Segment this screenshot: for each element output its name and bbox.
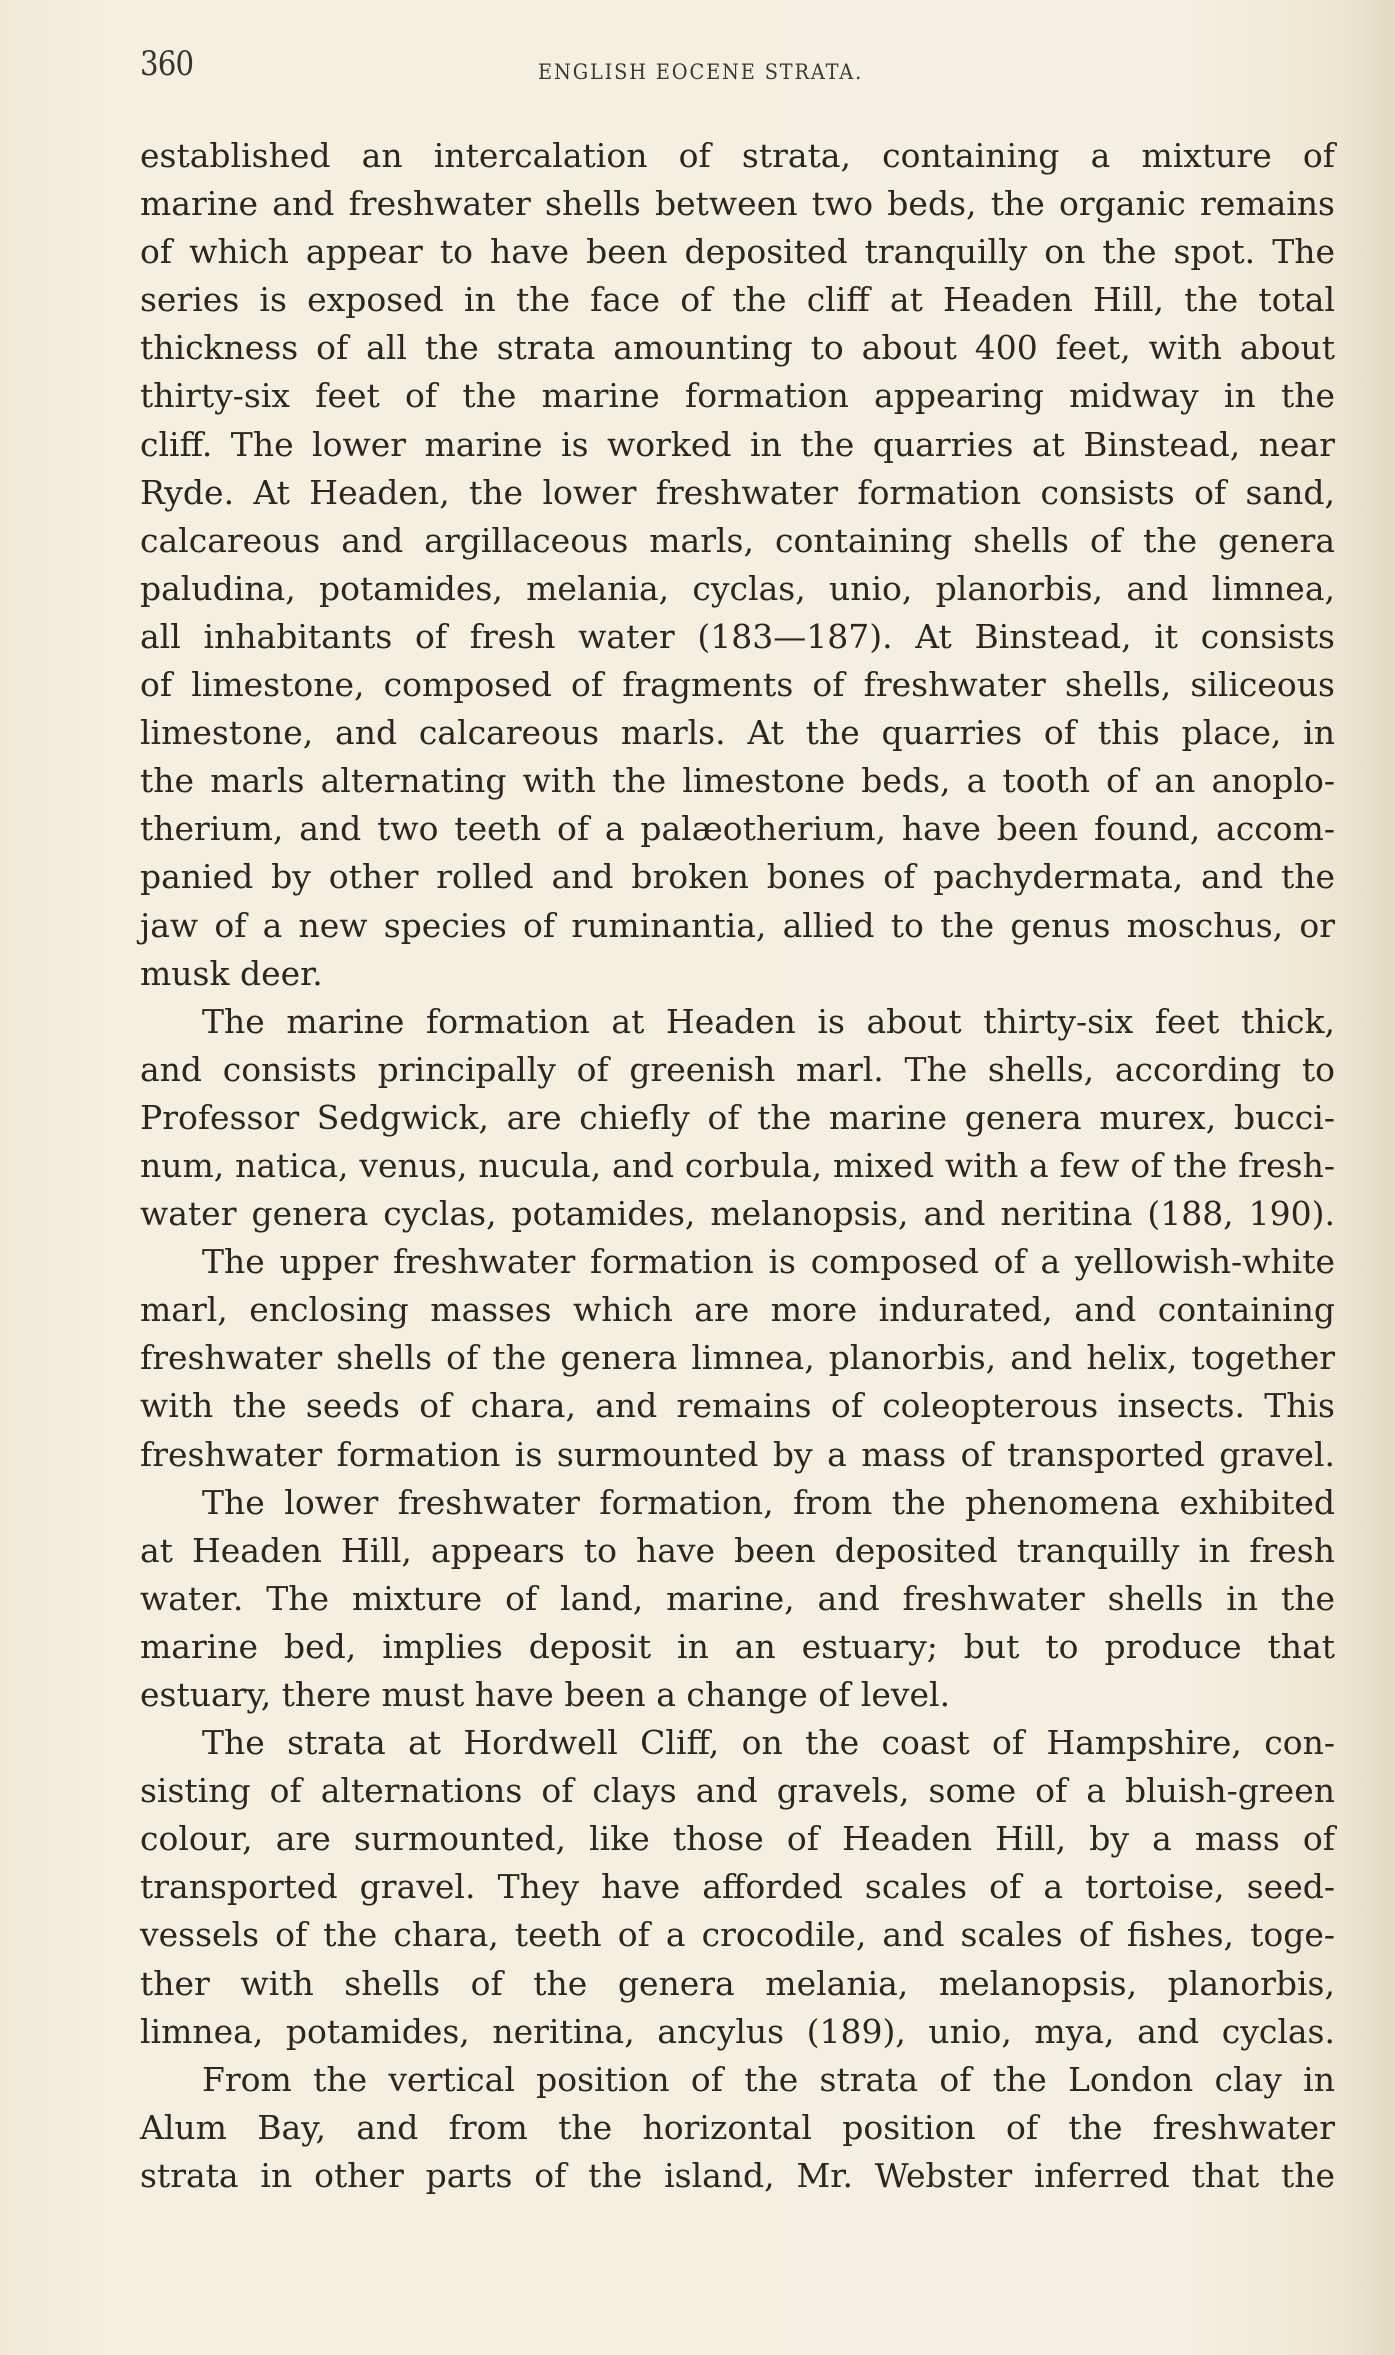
text-line: thickness of all the strata amounting to about 400 feet, with about bbox=[140, 328, 1335, 368]
text-line: water. The mixture of land, marine, and freshwater shells in the bbox=[140, 1578, 1335, 1618]
page-number: 360 bbox=[140, 44, 194, 84]
paragraph bbox=[140, 1719, 1335, 2056]
paragraph bbox=[140, 1479, 1335, 1719]
text-line: marine and freshwater shells between two beds, the organic remains bbox=[140, 184, 1335, 224]
text-line: From the vertical position of the strata of the London clay in bbox=[202, 2059, 1335, 2099]
text-line: thirty-six feet of the marine formation appearing midway in the bbox=[140, 376, 1335, 416]
text-line: vessels of the chara, teeth of a crocodile, and scales of fishes, toge- bbox=[140, 1915, 1335, 1955]
text-line: marine bed, implies deposit in an estuary; but to produce that bbox=[140, 1626, 1335, 1666]
text-line: jaw of a new species of ruminantia, allied to the genus moschus, or bbox=[140, 905, 1335, 945]
text-line: colour, are surmounted, like those of Headen Hill, by a mass of bbox=[140, 1819, 1335, 1859]
text-line: panied by other rolled and broken bones of pachydermata, and the bbox=[140, 857, 1335, 897]
text-line: with the seeds of chara, and remains of coleopterous insects. This bbox=[140, 1386, 1335, 1426]
text-line: of which appear to have been deposited tranquilly on the spot. The bbox=[140, 232, 1335, 272]
text-line: paludina, potamides, melania, cyclas, unio, planorbis, and limnea, bbox=[140, 568, 1335, 608]
paragraph bbox=[140, 1238, 1335, 1478]
running-title: ENGLISH EOCENE STRATA. bbox=[538, 60, 864, 84]
paragraph bbox=[140, 132, 1335, 998]
text-line: limnea, potamides, neritina, ancylus (189), unio, mya, and cyclas. bbox=[140, 2011, 1335, 2051]
text-line: calcareous and argillaceous marls, containing shells of the genera bbox=[140, 520, 1335, 560]
text-line: The upper freshwater formation is composed of a yellowish-white bbox=[202, 1242, 1335, 1282]
text-line: The lower freshwater formation, from the phenomena exhibited bbox=[202, 1482, 1335, 1522]
text-line: established an intercalation of strata, containing a mixture of bbox=[140, 136, 1335, 175]
text-line: The strata at Hordwell Cliff, on the coast of Hampshire, con- bbox=[202, 1723, 1335, 1763]
paragraph bbox=[140, 998, 1335, 1238]
text-line: freshwater shells of the genera limnea, planorbis, and helix, together bbox=[140, 1338, 1335, 1378]
text-line: the marls alternating with the limestone beds, a tooth of an anoplo- bbox=[140, 761, 1335, 801]
text-line: freshwater formation is surmounted by a mass of transported gravel. bbox=[140, 1434, 1335, 1474]
paragraph bbox=[140, 2056, 1335, 2200]
text-line: all inhabitants of fresh water (183—187). At Binstead, it consists bbox=[140, 616, 1335, 656]
text-line: The marine formation at Headen is about thirty-six feet thick, bbox=[202, 1001, 1335, 1041]
text-line: Alum Bay, and from the horizontal position of the freshwater bbox=[140, 2107, 1335, 2147]
text-line: num, natica, venus, nucula, and corbula, mixed with a few of the fresh- bbox=[140, 1145, 1335, 1185]
body-text bbox=[140, 132, 1335, 2200]
text-line: sisting of alternations of clays and gravels, some of a bluish-green bbox=[140, 1771, 1335, 1811]
text-line: transported gravel. They have afforded scales of a tortoise, seed- bbox=[140, 1867, 1335, 1907]
text-line: Ryde. At Headen, the lower freshwater formation consists of sand, bbox=[140, 472, 1335, 512]
text-line: marl, enclosing masses which are more indurated, and containing bbox=[140, 1290, 1335, 1330]
text-line: water genera cyclas, potamides, melanopsis, and neritina (188, 190). bbox=[140, 1194, 1335, 1234]
text-line: of limestone, composed of fragments of freshwater shells, siliceous bbox=[140, 665, 1335, 705]
text-line: estuary, there must have been a change of level. bbox=[140, 1675, 951, 1714]
text-line: series is exposed in the face of the cliff at Headen Hill, the total bbox=[140, 280, 1335, 320]
text-line: limestone, and calcareous marls. At the quarries of this place, in bbox=[140, 713, 1335, 753]
text-line: and consists principally of greenish marl. The shells, according to bbox=[140, 1049, 1335, 1089]
text-line: cliff. The lower marine is worked in the quarries at Binstead, near bbox=[140, 424, 1335, 464]
text-line: at Headen Hill, appears to have been deposited tranquilly in fresh bbox=[140, 1530, 1335, 1570]
text-line: strata in other parts of the island, Mr. Webster inferred that the bbox=[140, 2155, 1335, 2195]
text-line: Professor Sedgwick, are chiefly of the marine genera murex, bucci- bbox=[140, 1097, 1335, 1137]
text-line: therium, and two teeth of a palæotherium, have been found, accom- bbox=[140, 809, 1335, 849]
text-line: ther with shells of the genera melania, melanopsis, planorbis, bbox=[140, 1963, 1335, 2003]
text-line: musk deer. bbox=[140, 953, 323, 993]
